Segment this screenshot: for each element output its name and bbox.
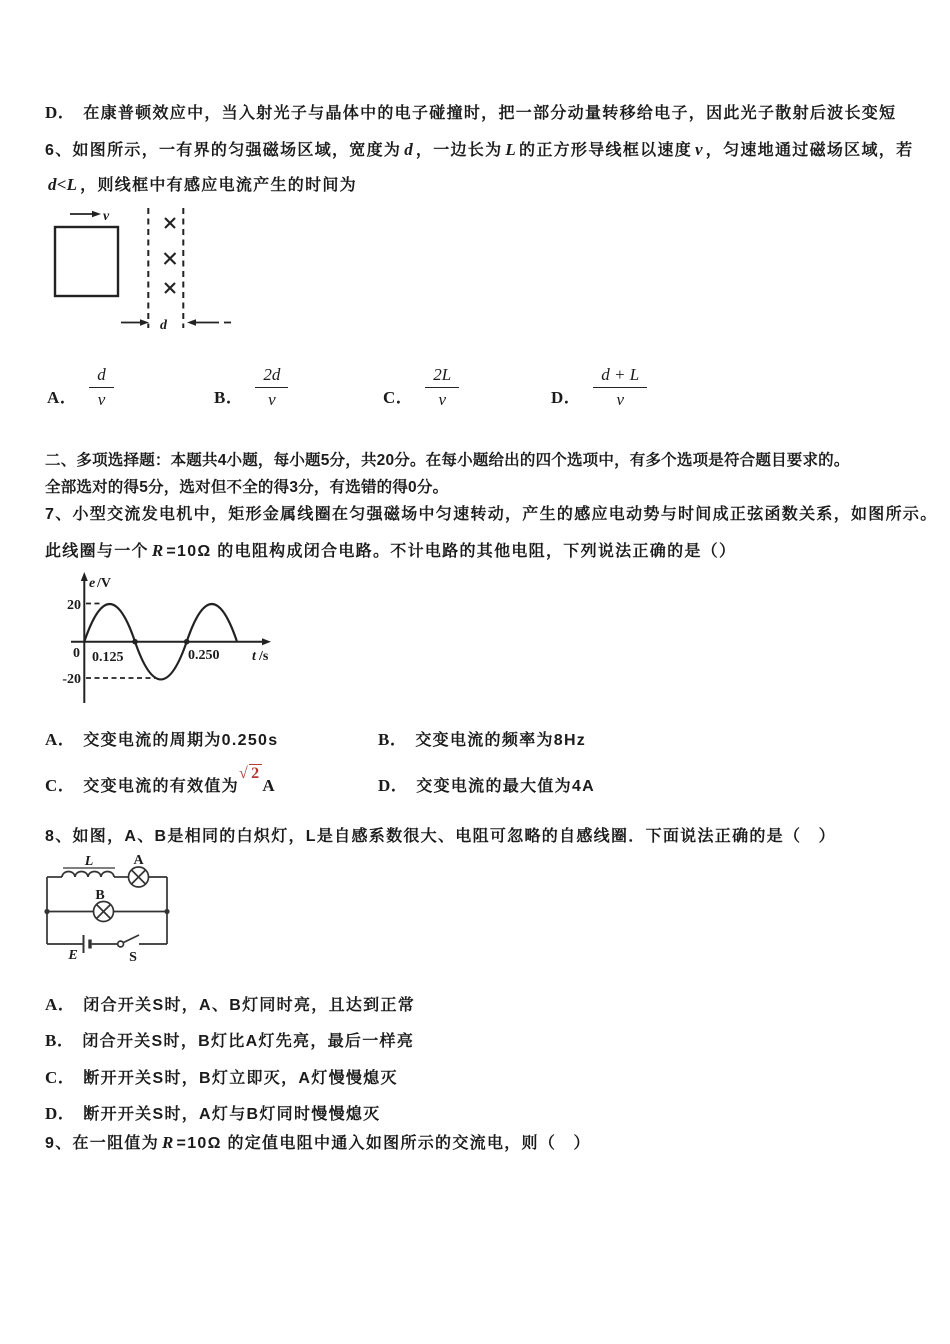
var-L: L	[505, 140, 517, 159]
q6-option-c	[383, 366, 459, 408]
field-cross-icons	[165, 218, 176, 293]
velocity-arrowhead	[92, 211, 101, 217]
option-label: D．	[45, 103, 76, 122]
option-label: A．	[47, 388, 78, 407]
option-label: C．	[45, 1068, 76, 1087]
var-R: R	[151, 541, 164, 560]
option-text: 交变电流的周期为0.250s	[83, 732, 279, 749]
battery-label: E	[68, 948, 78, 963]
var-d: d	[404, 140, 413, 159]
q8-option-b	[45, 1031, 414, 1051]
q6-option-b	[214, 366, 288, 408]
unit-ampere: A	[262, 776, 276, 795]
var-d-lt-L: d<L	[48, 175, 78, 194]
q9-stem	[45, 1133, 591, 1153]
fraction	[593, 366, 647, 408]
option-text: 闭合开关S时，A、B灯同时亮，且达到正常	[83, 997, 416, 1014]
option-label: C．	[383, 388, 414, 407]
switch-label: S	[129, 950, 137, 965]
q8-circuit-diagram	[42, 852, 242, 982]
fraction-denominator: v	[438, 390, 447, 409]
option-text: 交变电流的频率为8Hz	[415, 732, 587, 749]
q7-stem-line2	[45, 541, 736, 561]
origin-label: 0	[73, 646, 80, 661]
option-label: A．	[45, 730, 76, 749]
x-axis-var: t	[252, 649, 256, 664]
var-R: R	[162, 1133, 174, 1152]
width-label: d	[160, 318, 167, 333]
stem-text: 9、在一阻值为	[45, 1135, 159, 1152]
q6-stem-line1	[45, 140, 913, 160]
q8-option-a	[45, 995, 415, 1015]
stem-text: =10Ω 的电阻构成闭合电路。不计电路的其他电阻，下列说法正确的是（）	[166, 543, 737, 560]
square-loop	[55, 227, 118, 296]
x-axis-unit: /s	[259, 649, 269, 664]
option-label: C．	[45, 776, 76, 795]
option-text: 交变电流的有效值为	[83, 778, 239, 795]
velocity-label: v	[103, 209, 110, 224]
option-text: 断开开关S时，A灯与B灯同时慢慢熄灭	[83, 1106, 381, 1123]
option-label: B．	[378, 730, 408, 749]
inductor-coil	[62, 872, 114, 878]
option-text: 交变电流的最大值为4A	[416, 778, 596, 795]
radicand: 2	[251, 765, 261, 782]
y-axis-unit: /V	[97, 576, 111, 591]
fraction	[255, 366, 288, 408]
stem-text: 此线圈与一个	[45, 543, 149, 560]
option-text: 闭合开关S时，B灯比A灯先亮，最后一样亮	[82, 1033, 415, 1050]
q7-option-a	[45, 730, 278, 750]
q7-stem-line1: 7、小型交流发电机中，矩形金属线圈在匀强磁场中匀速转动，产生的感应电动势与时间成正弦函数关系，如图所示。	[45, 506, 938, 523]
option-label: D．	[378, 776, 409, 795]
lamp-b-label: B	[95, 888, 105, 903]
stem-text: ，一边长为	[415, 142, 503, 159]
zero-crossing-dot-2	[184, 639, 190, 645]
option-label: A．	[45, 995, 76, 1014]
fraction-denominator: v	[268, 390, 276, 409]
var-v: v	[695, 140, 703, 159]
fraction-numerator: d	[89, 366, 114, 388]
q6-option-d	[551, 366, 647, 408]
q7-option-c	[45, 765, 276, 796]
option-label: D．	[551, 388, 582, 407]
x-axis-arrowhead	[262, 638, 271, 645]
dim-arrowhead-right	[187, 319, 196, 325]
lamp-a-label: A	[133, 853, 144, 868]
option-text: 断开开关S时，B灯立即灭，A灯慢慢熄灭	[83, 1070, 398, 1087]
y-axis-arrowhead	[81, 572, 88, 581]
fraction-denominator: v	[616, 390, 625, 409]
fraction-numerator: 2d	[255, 366, 288, 388]
q7-option-d	[378, 776, 595, 796]
switch-pivot	[118, 941, 124, 947]
section2-header-line2: 全部选对的得5分，选对但不全的得3分，有选错的得0分。	[45, 479, 449, 496]
switch-lever	[123, 935, 139, 943]
q6-stem-line2	[45, 175, 357, 195]
y-axis-var: e	[89, 576, 96, 591]
zero-crossing-dot-1	[132, 639, 138, 645]
y-tick-20: 20	[67, 598, 81, 613]
q6-option-a	[47, 366, 114, 408]
stem-text: 6、如图所示，一有界的匀强磁场区域，宽度为	[45, 142, 402, 159]
sqrt-radical: √ 2	[238, 765, 261, 782]
x-tick-0125: 0.125	[92, 650, 124, 665]
q7-emf-graph	[40, 570, 300, 705]
stem-text: ，匀速地通过磁场区域，若	[705, 142, 914, 159]
stem-text: =10Ω 的定值电阻中通入如图所示的交流电，则（ ）	[176, 1135, 591, 1152]
q8-option-c	[45, 1068, 398, 1088]
fraction-denominator: v	[97, 390, 106, 409]
junction-dot-right	[164, 909, 169, 914]
option-label: B．	[214, 388, 244, 407]
option-text: 在康普顿效应中，当入射光子与晶体中的电子碰撞时，把一部分动量转移给电子，因此光子散射后波长变短	[83, 105, 897, 122]
q5-option-d	[45, 103, 896, 123]
fraction-numerator: 2L	[425, 366, 459, 388]
option-label: B．	[45, 1031, 75, 1050]
option-label: D．	[45, 1104, 76, 1123]
fraction	[425, 366, 459, 408]
stem-text: ，则线框中有感应电流产生的时间为	[80, 177, 357, 194]
q7-option-b	[378, 730, 586, 750]
x-tick-0250: 0.250	[188, 648, 220, 663]
q6-magnetic-field-diagram	[45, 198, 265, 338]
fraction-numerator: d + L	[593, 366, 647, 388]
inductor-label: L	[84, 854, 94, 869]
stem-text: 的正方形导线框以速度	[519, 142, 693, 159]
q8-stem: 8、如图，A、B是相同的白炽灯，L是自感系数很大、电阻可忽略的自感线圈．下面说法正确的是（ ）	[45, 828, 836, 845]
y-tick-neg20: -20	[62, 672, 81, 687]
section2-header-line1: 二、多项选择题：本题共4小题，每小题5分，共20分。在每小题给出的四个选项中，有多个选项是符合题目要求的。	[45, 452, 850, 469]
fraction	[89, 366, 114, 408]
junction-dot-left	[44, 909, 49, 914]
q8-option-d	[45, 1104, 380, 1124]
